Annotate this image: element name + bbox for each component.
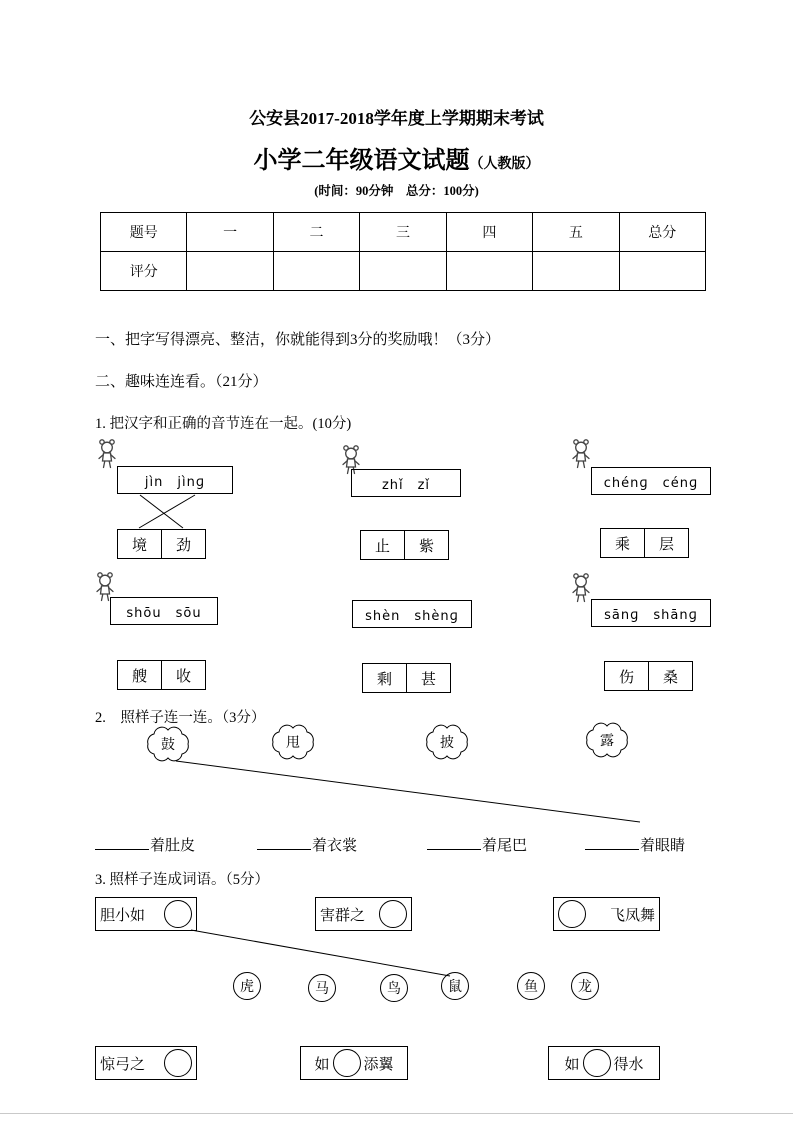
score-cell-empty — [619, 252, 705, 291]
score-cell-empty — [533, 252, 619, 291]
question-1-title: 1. 把汉字和正确的音节连在一起。(10分) — [95, 416, 352, 432]
score-cell-empty — [273, 252, 359, 291]
char-cell: 止 — [374, 538, 390, 555]
idiom-box — [300, 1046, 408, 1080]
blank-phrase — [427, 834, 527, 855]
pinyin-box: zhǐ zǐ — [351, 469, 461, 497]
answer-blank-line — [95, 846, 149, 850]
char-cell: 伤 — [618, 669, 634, 686]
score-table-header-row — [101, 213, 706, 252]
char-box — [360, 530, 449, 560]
answer-blank-line — [427, 846, 481, 850]
mascot-icon — [570, 572, 592, 604]
blank-phrase — [95, 834, 195, 855]
char-box — [117, 529, 206, 559]
pinyin-box: chénɡ cénɡ — [591, 467, 711, 495]
idiom-text: 胆小如 — [100, 907, 146, 924]
pinyin-box: jìn jìnɡ — [117, 466, 233, 494]
score-header-cell: 题号 — [101, 213, 187, 252]
paper-title-main: 小学二年级语文试题 — [253, 147, 470, 174]
bubble-char: 披 — [440, 736, 454, 751]
char-cell: 层 — [644, 529, 688, 557]
score-header-cell: 四 — [446, 213, 532, 252]
page-bottom-edge — [0, 1113, 793, 1114]
bubble-char: 甩 — [286, 736, 300, 751]
score-table-score-row — [101, 252, 706, 291]
char-box — [604, 661, 693, 691]
char-cell: 乘 — [614, 536, 630, 553]
phrase-text: 着衣裳 — [312, 838, 358, 854]
idiom-text: 害群之 — [320, 907, 366, 924]
answer-blank-line — [257, 846, 311, 850]
section-2-heading: 二、趣味连连看。（21分） — [95, 374, 268, 390]
pinyin-box: shōu sōu — [110, 597, 218, 625]
char-cell: 桑 — [648, 662, 692, 690]
idiom-text: 得水 — [613, 1056, 644, 1073]
answer-circle — [164, 900, 192, 928]
word-bubble — [271, 724, 315, 760]
char-box — [117, 660, 206, 690]
animal-circle: 虎 — [233, 972, 261, 1000]
char-cell: 剩 — [376, 671, 392, 688]
char-box — [600, 528, 689, 558]
char-cell: 境 — [131, 537, 147, 554]
phrase-text: 着肚皮 — [150, 838, 196, 854]
animal-circle: 鼠 — [441, 972, 469, 1000]
idiom-box — [548, 1046, 660, 1080]
idiom-text: 惊弓之 — [100, 1056, 146, 1073]
score-cell-empty — [187, 252, 273, 291]
idiom-box — [95, 897, 197, 931]
score-cell-empty — [446, 252, 532, 291]
idiom-text: 如 — [564, 1056, 580, 1073]
idiom-box — [315, 897, 412, 931]
phrase-text: 着尾巴 — [482, 838, 528, 854]
bubble-char: 鼓 — [161, 738, 175, 753]
mascot-icon — [96, 438, 118, 470]
example-cross-lines — [117, 494, 231, 529]
pinyin-box: sānɡ shānɡ — [591, 599, 711, 627]
idiom-text: 飞凤舞 — [609, 907, 655, 924]
example-match-line — [0, 927, 793, 979]
score-cell-empty — [360, 252, 446, 291]
score-table — [100, 212, 706, 291]
answer-circle — [583, 1049, 611, 1077]
answer-circle — [333, 1049, 361, 1077]
mascot-icon — [570, 438, 592, 470]
blank-phrase — [585, 834, 685, 855]
idiom-box — [553, 897, 660, 931]
animal-circle: 鱼 — [517, 972, 545, 1000]
char-cell: 紫 — [404, 531, 448, 559]
score-header-cell: 三 — [360, 213, 446, 252]
char-box — [362, 663, 451, 693]
example-match-line — [0, 756, 793, 826]
question-3-title: 3. 照样子连成词语。（5分） — [95, 872, 269, 888]
char-cell: 艘 — [131, 668, 147, 685]
animal-circle: 马 — [308, 974, 336, 1002]
word-bubble — [425, 724, 469, 760]
blank-phrase — [257, 834, 357, 855]
pinyin-box: shèn shènɡ — [352, 600, 472, 628]
char-cell: 收 — [161, 661, 205, 689]
animal-circle: 鸟 — [380, 974, 408, 1002]
animal-circle: 龙 — [571, 972, 599, 1000]
score-row-label: 评分 — [101, 252, 187, 291]
answer-blank-line — [585, 846, 639, 850]
score-header-cell: 二 — [273, 213, 359, 252]
char-cell: 甚 — [406, 664, 450, 692]
time-info: (时间：90分钟 总分：100分) — [314, 184, 479, 198]
phrase-text: 着眼睛 — [640, 838, 686, 854]
word-bubble — [146, 726, 190, 762]
answer-circle — [558, 900, 586, 928]
score-header-cell: 五 — [533, 213, 619, 252]
score-header-cell: 总分 — [619, 213, 705, 252]
bubble-char: 露 — [600, 734, 614, 749]
paper-title — [0, 140, 793, 175]
char-cell: 劲 — [161, 530, 205, 558]
answer-circle — [379, 900, 407, 928]
answer-circle — [164, 1049, 192, 1077]
idiom-text: 添翼 — [363, 1056, 394, 1073]
paper-title-edition: （人教版） — [469, 155, 540, 171]
idiom-box — [95, 1046, 197, 1080]
section-1-heading: 一、把字写得漂亮、整洁，你就能得到3分的奖励哦！（3分） — [95, 332, 501, 348]
word-bubble — [585, 722, 629, 758]
exam-title: 公安县2017-2018学年度上学期期末考试 — [249, 109, 544, 128]
score-header-cell: 一 — [187, 213, 273, 252]
idiom-text: 如 — [314, 1056, 330, 1073]
question-2-title: 2. 照样子连一连。（3分） — [95, 710, 266, 726]
